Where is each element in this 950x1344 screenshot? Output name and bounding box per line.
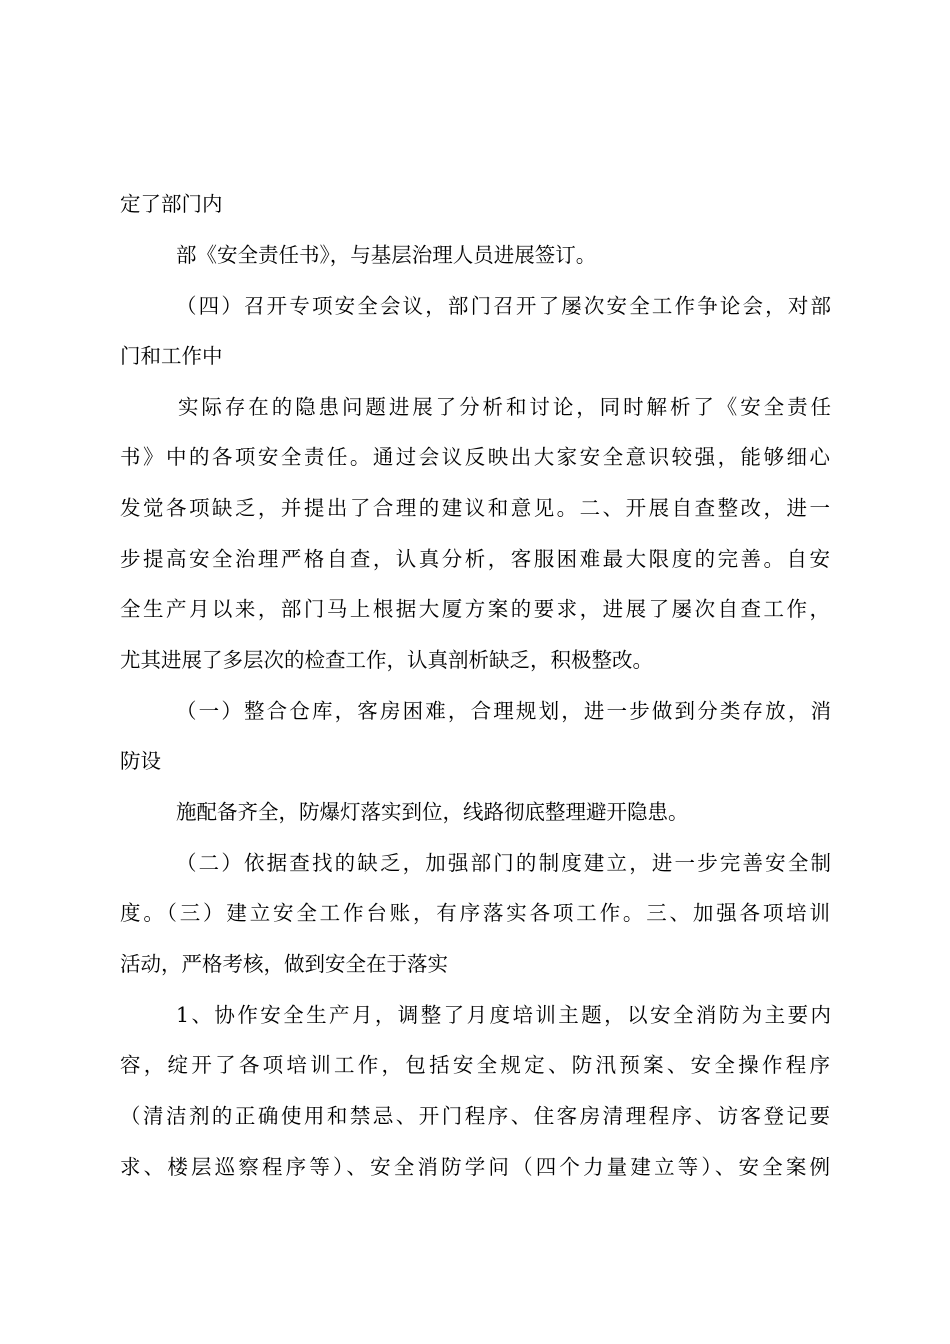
text-line: 全生产月以来，部门马上根据大厦方案的要求，进展了屡次自查工作，: [120, 597, 830, 621]
text-line: 实际存在的隐患问题进展了分析和讨论，同时解析了《安全责任: [178, 395, 831, 419]
text-line: 容，绽开了各项培训工作，包括安全规定、防汛预案、安全操作程序: [120, 1053, 830, 1077]
text-line: 活动，严格考核，做到安全在于落实: [120, 952, 448, 976]
text-line: 门和工作中: [120, 344, 223, 368]
text-line: （二）依据查找的缺乏，加强部门的制度建立，进一步完善安全制: [176, 851, 831, 875]
text-line: 防设: [120, 749, 161, 773]
text-line: 求、楼层巡察程序等）、安全消防学问（四个力量建立等）、安全案例: [120, 1155, 830, 1179]
text-line: 发觉各项缺乏，并提出了合理的建议和意见。二、开展自查整改，进一: [120, 496, 830, 520]
text-line: 尤其进展了多层次的检查工作，认真剖析缺乏，积极整改。: [120, 648, 653, 672]
text-line: （四）召开专项安全会议，部门召开了屡次安全工作争论会，对部: [176, 294, 831, 318]
text-line: 度。（三）建立安全工作台账，有序落实各项工作。三、加强各项培训: [120, 901, 830, 925]
text-line: 书》中的各项安全责任。通过会议反映出大家安全意识较强，能够细心: [120, 445, 830, 469]
text-line: 步提高安全治理严格自查，认真分析，客服困难最大限度的完善。自安: [120, 547, 830, 571]
text-line: （一）整合仓库，客房困难，合理规划，进一步做到分类存放，消: [176, 699, 831, 723]
text-line: （清洁剂的正确使用和禁忌、开门程序、住客房清理程序、访客登记要: [120, 1104, 830, 1128]
text-line: 部《安全责任书》，与基层治理人员进展签订。: [176, 243, 597, 267]
text-line: 施配备齐全，防爆灯落实到位，线路彻底整理避开隐患。: [176, 800, 689, 824]
text-line: 1、协作安全生产月，调整了月度培训主题，以安全消防为主要内: [176, 1003, 831, 1027]
text-line: 定了部门内: [120, 192, 223, 216]
